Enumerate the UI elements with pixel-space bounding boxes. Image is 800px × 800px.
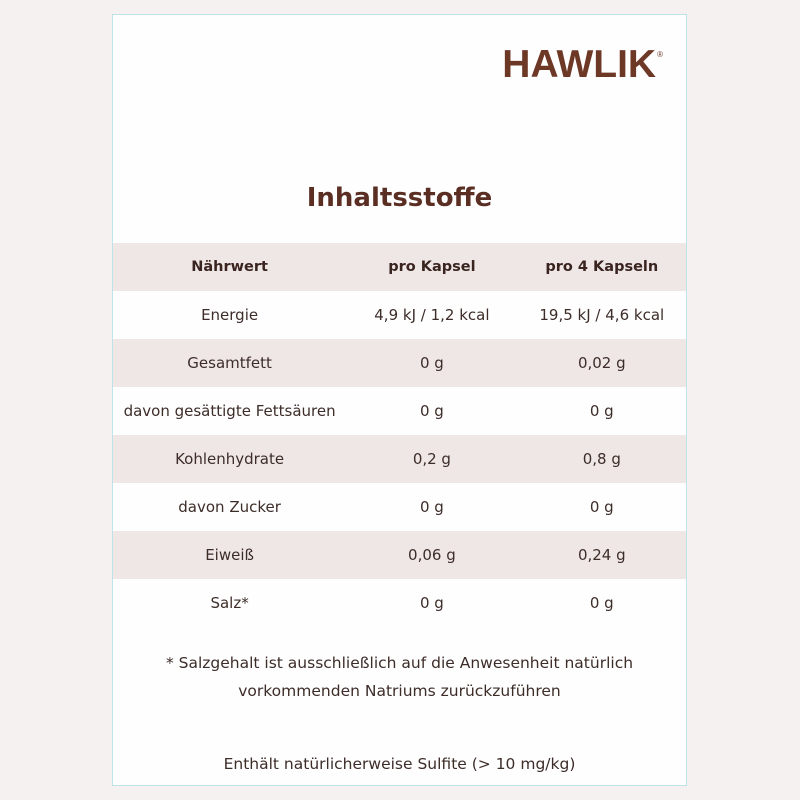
value-per-capsule: 4,9 kJ / 1,2 kcal <box>374 306 490 324</box>
nutrient-name: Kohlenhydrate <box>175 450 285 468</box>
value-per-4-capsules: 0,8 g <box>582 450 621 468</box>
value-per-capsule: 0 g <box>419 594 444 612</box>
header-naehrwert: Nährwert <box>191 259 268 275</box>
table-row <box>113 579 686 627</box>
brand-name: HAWLIK <box>502 43 657 86</box>
value-per-capsule: 0 g <box>419 402 444 420</box>
nutrient-name: Salz* <box>210 594 249 612</box>
value-per-capsule: 0 g <box>419 498 444 516</box>
nutrient-name: Eiweiß <box>205 546 254 564</box>
nutrient-name: davon Zucker <box>178 498 281 516</box>
value-per-4-capsules: 0,02 g <box>577 354 626 372</box>
value-per-capsule: 0,2 g <box>412 450 451 468</box>
salt-footnote <box>113 649 686 705</box>
value-per-4-capsules: 0 g <box>589 498 614 516</box>
value-per-4-capsules: 0,24 g <box>577 546 626 564</box>
table-row <box>113 531 686 579</box>
nutrient-name: davon gesättigte Fettsäuren <box>123 402 336 420</box>
table-row <box>113 483 686 531</box>
value-per-4-capsules: 0 g <box>589 594 614 612</box>
value-per-capsule: 0 g <box>419 354 444 372</box>
table-row <box>113 387 686 435</box>
nutrient-name: Energie <box>201 306 259 324</box>
table-row <box>113 339 686 387</box>
registered-mark: ® <box>657 50 663 59</box>
nutrition-card <box>112 14 687 786</box>
footnote-line-1: * Salzgehalt ist ausschließlich auf die Anwesenheit natürlich <box>165 654 634 672</box>
header-pro-4-kapseln: pro 4 Kapseln <box>545 259 659 275</box>
page-title: Inhaltsstoffe <box>306 183 493 213</box>
value-per-4-capsules: 0 g <box>589 402 614 420</box>
nutrient-name: Gesamtfett <box>187 354 272 372</box>
footnote-line-2: vorkommenden Natriums zurückzuführen <box>238 682 561 700</box>
nutrition-table <box>113 243 686 627</box>
value-per-capsule: 0,06 g <box>408 546 456 564</box>
table-row <box>113 435 686 483</box>
brand-logo <box>502 45 662 84</box>
table-row <box>113 291 686 339</box>
header-pro-kapsel: pro Kapsel <box>388 259 476 275</box>
value-per-4-capsules: 19,5 kJ / 4,6 kcal <box>539 306 665 324</box>
sulfite-note: Enthält natürlicherweise Sulfite (> 10 mg/kg) <box>223 755 576 773</box>
table-header-row <box>113 243 686 291</box>
